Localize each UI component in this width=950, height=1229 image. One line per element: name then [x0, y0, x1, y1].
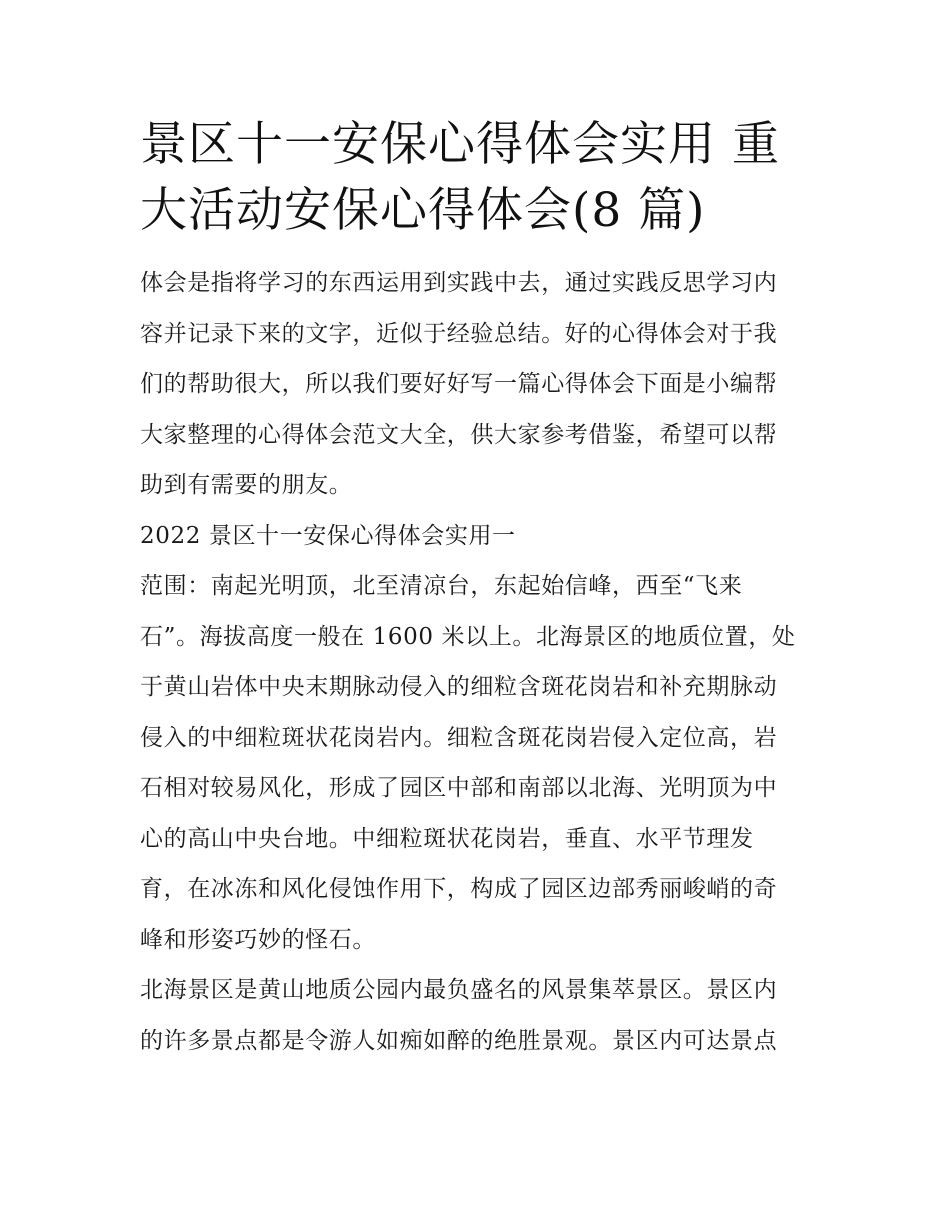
body-line: 峰和形姿巧妙的怪石。: [140, 926, 376, 953]
title-line-1: 景区十一安保心得体会实用 重: [140, 117, 780, 172]
body-line: 石相对较易风化，形成了园区中部和南部以北海、光明顶为中: [140, 775, 778, 801]
intro-line: 大家整理的心得体会范文大全，供大家参考借鉴，希望可以帮: [140, 421, 778, 448]
document-title: [140, 112, 812, 244]
intro-line: 们的帮助很大，所以我们要好好写一篇心得体会下面是小编帮: [140, 371, 778, 397]
body-line: 北海景区是黄山地质公园内最负盛名的风景集萃景区。景区内: [140, 977, 778, 1003]
body-paragraph-1: [140, 561, 812, 965]
body-paragraph-2: [140, 965, 812, 1066]
intro-paragraph: [140, 258, 812, 511]
body-line: 育，在冰冻和风化侵蚀作用下，构成了园区边部秀丽峻峭的奇: [140, 876, 778, 902]
section-heading: [140, 511, 812, 562]
body-line: 范围：南起光明顶，北至清凉台，东起始信峰，西至“飞来: [140, 573, 743, 599]
body-line: 石”。海拔高度一般在 1600 米以上。北海景区的地质位置，处: [140, 623, 796, 650]
title-line-2: 大活动安保心得体会(8 篇): [140, 183, 706, 238]
body-line: 于黄山岩体中央末期脉动侵入的细粒含斑花岗岩和补充期脉动: [140, 674, 778, 700]
intro-line: 容并记录下来的文字，近似于经验总结。好的心得体会对于我: [140, 320, 778, 347]
body-line: 心的高山中央台地。中细粒斑状花岗岩，垂直、水平节理发: [140, 825, 754, 852]
body-line: 侵入的中细粒斑状花岗岩内。细粒含斑花岗岩侵入定位高，岩: [140, 724, 778, 751]
section-heading-text: 2022 景区十一安保心得体会实用一: [140, 522, 516, 549]
intro-line: 体会是指将学习的东西运用到实践中去，通过实践反思学习内: [140, 270, 778, 296]
body-line: 的许多景点都是令游人如痴如醉的绝胜景观。景区内可达景点: [140, 1027, 778, 1054]
intro-line: 助到有需要的朋友。: [140, 472, 353, 498]
